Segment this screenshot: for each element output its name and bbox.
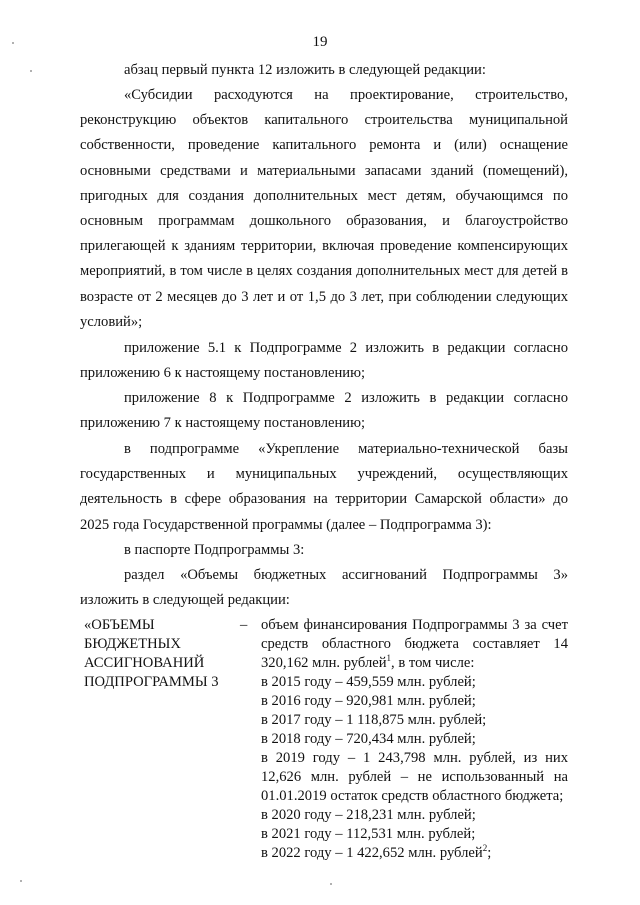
funding-2020: в 2020 году – 218,231 млн. рублей; — [261, 807, 476, 823]
funding-2019: в 2019 году – 1 243,798 млн. рублей, из них 12,626 млн. рублей – не использованный на 01.01.2019 остаток средств областного бюджета; — [261, 750, 568, 804]
funding-total — [261, 616, 568, 673]
funding-total-tail: , в том числе: — [391, 655, 475, 671]
scan-speck — [30, 70, 32, 72]
page-number: 19 — [312, 34, 328, 50]
paragraph-subsidies-quote: «Субсидии расходуются на проектирование, строительство, реконструкцию объектов капитального строительства муниципальной собственности, проведение капитального ремонта и (или) оснащение основными средствами и материальными запасами зданий (помещений), пригодных для создания дополнительных мест детям, обучающимся по основным программам дошкольного образования, и благоустройство прилегающей к зданиям территории, включая проведение компенсирующих мероприятий, в том числе в целях создания дополнительных мест для детей в возрасте от 2 месяцев до 3 лет и от 1,5 до 3 лет, при соблюдении следующих условий»; — [80, 87, 568, 330]
paragraph-appendix-5-1: приложение 5.1 к Подпрограмме 2 изложить в редакции согласно приложению 6 к настоящему постановлению; — [80, 340, 568, 382]
paragraph-budget-section: раздел «Объемы бюджетных ассигнований Подпрограммы 3» изложить в следующей редакции: — [80, 567, 568, 609]
funding-2017: в 2017 году – 1 118,875 млн. рублей; — [261, 712, 487, 728]
table-left-line: «ОБЪЕМЫ — [84, 617, 155, 633]
paragraph-appendix-8: приложение 8 к Подпрограмме 2 изложить в редакции согласно приложению 7 к настоящему постановлению; — [80, 390, 568, 432]
footnote-mark-2: 2 — [482, 843, 488, 854]
funding-2022-tail: ; — [487, 845, 492, 861]
table-dash: – — [240, 617, 248, 633]
table-left-line: АССИГНОВАНИЙ — [84, 655, 205, 671]
funding-2016: в 2016 году – 920,981 млн. рублей; — [261, 693, 476, 709]
scan-speck — [330, 883, 332, 885]
funding-2022-text: в 2022 году – 1 422,652 млн. рублей — [261, 845, 483, 861]
paragraph-subprogram-3: в подпрограмме «Укрепление материально-технической базы государственных и муниципальных учреждений, осуществляющих деятельность в сфере образования на территории Самарской области» до 2025 года Государственной программы (далее – Подпрограмма 3): — [80, 441, 568, 533]
paragraph-amend-point-12: абзац первый пункта 12 изложить в следующей редакции: — [124, 62, 486, 78]
scan-speck — [12, 42, 14, 44]
paragraph-passport: в паспорте Подпрограммы 3: — [124, 542, 305, 558]
funding-2022 — [261, 844, 568, 863]
table-left-line: БЮДЖЕТНЫХ — [84, 636, 181, 652]
table-left-line: ПОДПРОГРАММЫ 3 — [84, 674, 219, 690]
funding-total-text: объем финансирования Подпрограммы 3 за счет средств областного бюджета составляет 14 320,162 млн. рублей — [261, 617, 568, 671]
funding-2015: в 2015 году – 459,559 млн. рублей; — [261, 674, 476, 690]
funding-2018: в 2018 году – 720,434 млн. рублей; — [261, 731, 476, 747]
footnote-mark-1: 1 — [386, 653, 392, 664]
funding-2021: в 2021 году – 112,531 млн. рублей; — [261, 826, 476, 842]
scan-speck — [20, 880, 22, 882]
table-left-heading — [84, 616, 234, 692]
table-right-values — [261, 616, 568, 863]
